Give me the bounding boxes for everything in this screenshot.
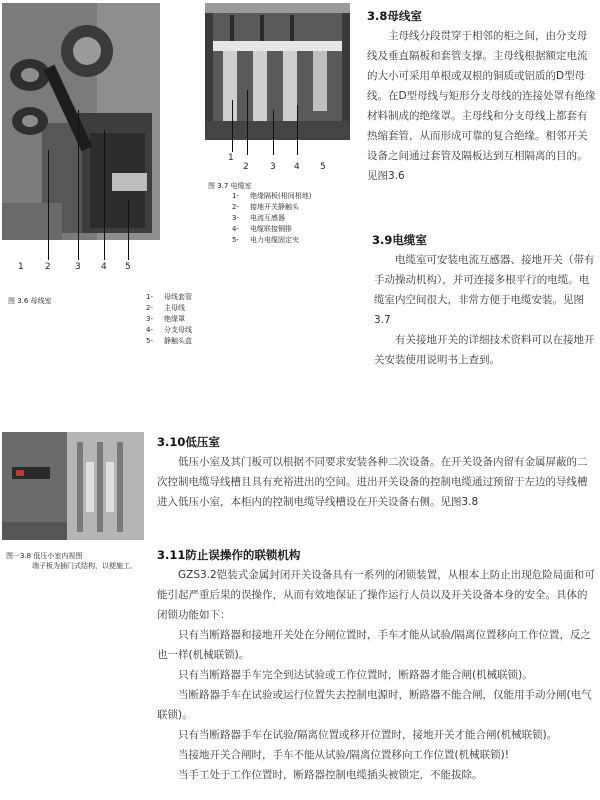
fig36-callout-1: 1 xyxy=(18,262,24,272)
fig36-legend-item: 2- 主母线 xyxy=(146,304,185,312)
fig36-callout-line-3 xyxy=(104,130,105,260)
section-3-11-title: 3.11防止误操作的联锁机构 xyxy=(157,548,301,562)
fig37-callout-line-2 xyxy=(247,90,248,155)
section-3-9-text: 电缆室可安装电流互感器、接地开关（带有手动操动机构），并可连接多根平行的电缆。电缆室内空间很大，非常方便于电缆安装。见图3.7 有关接地开关的详细技术资料可以在接地开关安装使用说明书上查到。 xyxy=(374,254,595,366)
fig38-illustration xyxy=(2,432,144,540)
fig36-callout-line-4 xyxy=(128,200,129,260)
interlock-item: 当断路器手车在试验或运行位置失去控制电源时，断路器不能合闸，仅能用手动分闸(电气联锁)。 xyxy=(157,689,592,721)
fig38-photo xyxy=(2,432,144,540)
fig36-callout-5: 5 xyxy=(125,262,131,272)
fig36-legend-item: 4- 分支母线 xyxy=(146,326,192,334)
interlock-item: 当接地开关合闸时，手车不能从试验/隔离位置移向工作位置(机械联锁)! xyxy=(178,749,509,761)
interlock-item: 只有当断路器手车完全到达试验或工作位置时，断路器才能合闸(机械联锁)。 xyxy=(178,669,533,681)
fig36-callout-4: 4 xyxy=(101,262,107,272)
section-3-8-title: 3.8母线室 xyxy=(367,9,422,23)
fig37-legend xyxy=(232,191,311,246)
fig37-legend-item: 5- 电力电缆固定夹 xyxy=(232,236,299,244)
fig37-callout-4: 4 xyxy=(294,162,300,172)
fig36-photo xyxy=(2,3,160,240)
fig36-callout-line-1 xyxy=(48,150,49,260)
section-3-10-text: 低压小室及其门板可以根据不同要求安装各种二次设备。在开关设备内留有金属屏蔽的二次控制电缆导线槽且具有充裕进出的空间。进出开关设备的控制电缆通过预留于左边的导线槽进入低压小室，本柜内的控制电缆导线槽设在开关设备右侧。见图3.8 xyxy=(157,456,588,508)
fig36-callout-line-2 xyxy=(78,110,79,260)
fig37-photo xyxy=(205,3,350,140)
fig36-legend-item: 5- 静触头盒 xyxy=(146,337,192,345)
fig38-caption: 图一3.8 低压小室内视图 端子板为插门式结构，以便施工。 xyxy=(6,552,137,570)
fig37-legend-item: 2- 接地开关静触头 xyxy=(232,203,299,211)
fig36-legend-item: 3- 绝缘罩 xyxy=(146,315,185,323)
fig37-caption: 图 3.7 电缆室 xyxy=(208,182,252,190)
fig36-illustration xyxy=(2,3,160,240)
fig37-callout-line-3 xyxy=(273,110,274,155)
interlock-item: 只有当断路器和接地开关处在分闸位置时，手车才能从试验/隔离位置移向工作位置，反之也一样(机械联锁)。 xyxy=(157,629,592,661)
fig37-illustration xyxy=(205,3,350,140)
interlock-item: 当手工处于工作位置时，断路器控制电缆插头被锁定，不能拔除。 xyxy=(178,769,483,781)
fig36-callout-2: 2 xyxy=(45,262,51,272)
fig36-legend-item: 1- 母线套管 xyxy=(146,293,192,301)
fig37-callout-line-1 xyxy=(232,100,233,152)
section-3-11-text: GZS3.2铠装式金属封闭开关设备具有一系列的闭锁装置，从根本上防止出现危险局面和可能引起严重后果的误操作，从而有效地保证了操作运行人员以及开关设备本身的安全。具体的闭锁功能如下： 只有当断路器和接地开关处在分闸位置时，手车才能从试验/隔离位置移向工作位置，反之也一样(机械联锁)。 只有当断路器手车完全到达试验或工作位置时，断路器才能合闸(机械联锁)。 当断路器手车在试验或运行位置失去控制电源时，断路器不能合闸，仅能用手动分闸(电气联锁)。 只有当断路器手车在试验/隔离位置或移开位置时，接地开关才能合闸(机械联锁)。 当接地开关合闸时，手车不能从试验/隔离位置移向工作位置(机械联锁)! 当手工处于工作位置时，断路器控制电缆插头被锁定，不能拔除。 xyxy=(157,565,595,785)
fig37-callout-5: 5 xyxy=(320,162,326,172)
fig37-legend-item: 1- 绝缘隔板(相间相地) xyxy=(232,192,312,200)
fig37-legend-item: 3- 电流互感器 xyxy=(232,214,285,222)
fig37-callout-3: 3 xyxy=(270,162,276,172)
interlock-item: 只有当断路器手车在试验/隔离位置或移开位置时，接地开关才能合闸(机械联锁)。 xyxy=(178,729,558,741)
fig36-legend xyxy=(146,292,192,347)
section-3-8-text: 主母线分段贯穿于相邻的柜之间，由分支母线及垂直隔板和套管支撑。主母线根据额定电流的大小可采用单根或双根的铜质或铝质的D型母线。在D型母线与矩形分支母线的连接处罩有绝缘材料制成的绝缘罩。主母线和分支母线上都套有热缩套管，从而形成可靠的复合绝缘。相邻开关设备之间通过套管及隔板达到互相隔离的目的。见图3.6 xyxy=(367,30,596,182)
section-3-10-title: 3.10低压室 xyxy=(157,435,220,449)
fig37-callout-1: 1 xyxy=(228,153,234,163)
fig37-callout-2: 2 xyxy=(243,162,249,172)
fig36-callout-3: 3 xyxy=(75,262,81,272)
fig37-callout-line-4 xyxy=(297,105,298,155)
fig36-caption: 图 3.6 母线室 xyxy=(8,297,52,305)
fig37-legend-item: 4- 电缆联接铜排 xyxy=(232,225,292,233)
section-3-9-title: 3.9电缆室 xyxy=(372,233,427,247)
